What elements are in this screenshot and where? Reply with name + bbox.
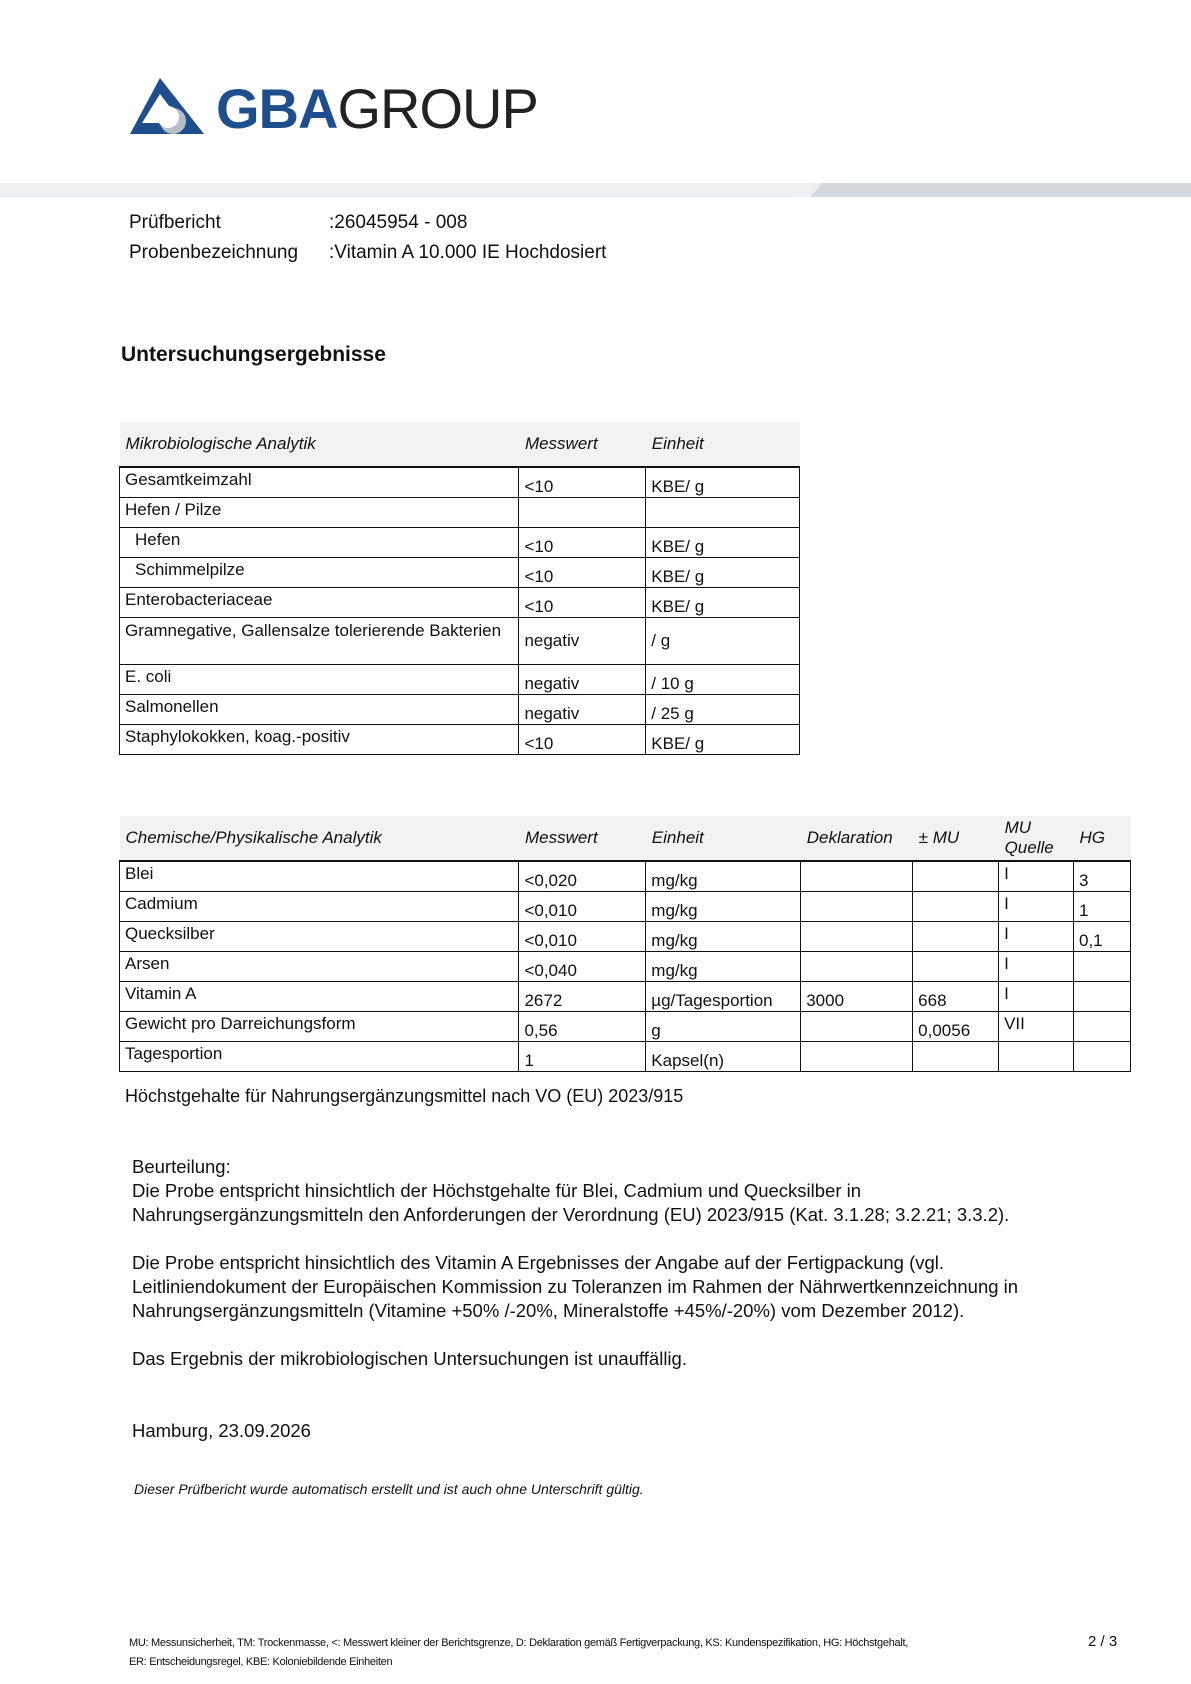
footer-legend-line: ER: Entscheidungsregel, KBE: Koloniebildende Einheiten bbox=[129, 1656, 393, 1668]
micro-header-row bbox=[120, 422, 800, 467]
assessment-paragraph: Die Probe entspricht hinsichtlich der Höchstgehalte für Blei, Cadmium und Quecksilber in Nahrungsergänzungsmitteln den Anforderungen der Verordnung (EU) 2023/915 (Kat. 3.1.28; 3.2.21; 3.3.2). bbox=[132, 1180, 1010, 1225]
table-row bbox=[120, 557, 800, 587]
chem-row-value: <0,010 bbox=[519, 891, 646, 921]
logo-group-text: GROUP bbox=[337, 77, 538, 140]
micro-row-name: Schimmelpilze bbox=[120, 557, 519, 587]
chem-row-declaration bbox=[801, 921, 913, 951]
chem-row-unit: mg/kg bbox=[646, 861, 801, 891]
micro-row-name: Hefen bbox=[120, 527, 519, 557]
chem-row-declaration bbox=[801, 861, 913, 891]
chem-row-name: Tagesportion bbox=[120, 1041, 519, 1071]
micro-row-value: negativ bbox=[519, 664, 646, 694]
chem-row-mu: 0,0056 bbox=[913, 1011, 999, 1041]
section-title: Untersuchungsergebnisse bbox=[121, 343, 386, 366]
chem-row-declaration bbox=[801, 891, 913, 921]
micro-row-unit: KBE/ g bbox=[646, 467, 800, 497]
chem-row-hg bbox=[1074, 951, 1131, 981]
micro-row-unit: KBE/ g bbox=[646, 527, 800, 557]
micro-row-value bbox=[519, 497, 646, 527]
report-number-value: :26045954 - 008 bbox=[329, 212, 468, 233]
chem-header-mu: ± MU bbox=[913, 816, 999, 861]
chem-row-mu-source: I bbox=[999, 951, 1074, 981]
table-row bbox=[120, 861, 1131, 891]
micro-row-value: <10 bbox=[519, 724, 646, 754]
chem-row-value: <0,040 bbox=[519, 951, 646, 981]
micro-row-unit: / g bbox=[646, 617, 800, 664]
chem-row-unit: mg/kg bbox=[646, 951, 801, 981]
chem-results-table bbox=[119, 816, 1131, 1072]
micro-row-unit: KBE/ g bbox=[646, 587, 800, 617]
automatic-report-note: Dieser Prüfbericht wurde automatisch erstellt und ist auch ohne Unterschrift gültig. bbox=[134, 1481, 644, 1497]
chem-row-declaration: 3000 bbox=[801, 981, 913, 1011]
assessment-paragraph: Das Ergebnis der mikrobiologischen Untersuchungen ist unauffällig. bbox=[132, 1348, 687, 1369]
assessment-heading: Beurteilung: bbox=[132, 1156, 231, 1177]
chem-row-unit: Kapsel(n) bbox=[646, 1041, 801, 1071]
micro-row-value: negativ bbox=[519, 617, 646, 664]
logo-gba-text: GBA bbox=[216, 77, 338, 140]
chem-row-mu-source: I bbox=[999, 891, 1074, 921]
chem-row-name: Vitamin A bbox=[120, 981, 519, 1011]
chem-header-mu-source: MU Quelle bbox=[999, 816, 1074, 861]
sample-name-value: :Vitamin A 10.000 IE Hochdosiert bbox=[329, 242, 607, 263]
chem-row-mu-source: I bbox=[999, 921, 1074, 951]
table-row bbox=[120, 921, 1131, 951]
chem-row-name: Gewicht pro Darreichungsform bbox=[120, 1011, 519, 1041]
chem-row-mu-source: VII bbox=[999, 1011, 1074, 1041]
micro-row-unit: / 25 g bbox=[646, 694, 800, 724]
chem-row-unit: mg/kg bbox=[646, 921, 801, 951]
page-number: 2 / 3 bbox=[1088, 1633, 1118, 1650]
chem-row-mu-source: I bbox=[999, 861, 1074, 891]
chem-row-value: <0,020 bbox=[519, 861, 646, 891]
chem-row-name: Arsen bbox=[120, 951, 519, 981]
micro-row-value: <10 bbox=[519, 557, 646, 587]
chem-header-hg: HG bbox=[1074, 816, 1131, 861]
sample-name-row bbox=[129, 238, 606, 268]
logo-mark-icon bbox=[130, 78, 204, 140]
chem-row-hg bbox=[1074, 981, 1131, 1011]
micro-row-unit bbox=[646, 497, 800, 527]
table-row bbox=[120, 951, 1131, 981]
table-row bbox=[120, 1011, 1131, 1041]
report-meta bbox=[129, 208, 606, 268]
table-row bbox=[120, 1041, 1131, 1071]
gba-group-logo bbox=[130, 76, 538, 142]
chem-row-mu bbox=[913, 891, 999, 921]
chem-row-value: <0,010 bbox=[519, 921, 646, 951]
table-row bbox=[120, 587, 800, 617]
chem-header-unit: Einheit bbox=[646, 816, 801, 861]
chem-row-unit: mg/kg bbox=[646, 891, 801, 921]
micro-header-value: Messwert bbox=[519, 422, 646, 467]
micro-results-table bbox=[119, 422, 800, 755]
table-row bbox=[120, 664, 800, 694]
micro-row-value: <10 bbox=[519, 467, 646, 497]
chem-row-value: 0,56 bbox=[519, 1011, 646, 1041]
logo-wordmark bbox=[216, 77, 538, 140]
table-row bbox=[120, 527, 800, 557]
micro-row-name: Gramnegative, Gallensalze tolerierende Bakterien bbox=[120, 617, 519, 664]
chem-row-name: Blei bbox=[120, 861, 519, 891]
chem-row-mu-source bbox=[999, 1041, 1074, 1071]
micro-row-name: Salmonellen bbox=[120, 694, 519, 724]
chem-row-declaration bbox=[801, 1011, 913, 1041]
footer-legend bbox=[129, 1634, 1009, 1672]
table-row bbox=[120, 497, 800, 527]
micro-row-name: Enterobacteriaceae bbox=[120, 587, 519, 617]
chem-row-declaration bbox=[801, 1041, 913, 1071]
table-row bbox=[120, 891, 1131, 921]
max-levels-note: Höchstgehalte für Nahrungsergänzungsmittel nach VO (EU) 2023/915 bbox=[125, 1086, 684, 1106]
micro-row-unit: / 10 g bbox=[646, 664, 800, 694]
report-number-row bbox=[129, 208, 606, 238]
chem-row-mu bbox=[913, 951, 999, 981]
table-row bbox=[120, 617, 800, 664]
chem-header-declaration: Deklaration bbox=[801, 816, 913, 861]
chem-row-hg: 1 bbox=[1074, 891, 1131, 921]
chem-header-value: Messwert bbox=[519, 816, 646, 861]
chem-row-name: Quecksilber bbox=[120, 921, 519, 951]
chem-row-unit: µg/Tagesportion bbox=[646, 981, 801, 1011]
chem-header-row bbox=[120, 816, 1131, 861]
chem-row-hg bbox=[1074, 1011, 1131, 1041]
table-row bbox=[120, 467, 800, 497]
table-row bbox=[120, 981, 1131, 1011]
chem-row-name: Cadmium bbox=[120, 891, 519, 921]
report-number-label: Prüfbericht bbox=[129, 212, 221, 233]
chem-row-value: 2672 bbox=[519, 981, 646, 1011]
micro-row-unit: KBE/ g bbox=[646, 724, 800, 754]
chem-row-hg bbox=[1074, 1041, 1131, 1071]
chem-row-unit: g bbox=[646, 1011, 801, 1041]
chem-row-declaration bbox=[801, 951, 913, 981]
table-row bbox=[120, 694, 800, 724]
chem-row-value: 1 bbox=[519, 1041, 646, 1071]
micro-row-unit: KBE/ g bbox=[646, 557, 800, 587]
footer-legend-line: MU: Messunsicherheit, TM: Trockenmasse, <: Messwert kleiner der Berichtsgrenze, D: Deklaration gemäß Fertigverpackung, KS: Kundenspezifikation, HG: Höchstgehalt, bbox=[129, 1637, 908, 1649]
micro-row-name: E. coli bbox=[120, 664, 519, 694]
micro-header-analysis: Mikrobiologische Analytik bbox=[120, 422, 519, 467]
chem-row-hg: 3 bbox=[1074, 861, 1131, 891]
micro-row-name: Hefen / Pilze bbox=[120, 497, 519, 527]
assessment-block bbox=[132, 1155, 1082, 1395]
chem-header-analysis: Chemische/Physikalische Analytik bbox=[120, 816, 519, 861]
micro-row-value: negativ bbox=[519, 694, 646, 724]
header-stripe-accent bbox=[810, 183, 1191, 197]
chem-row-mu bbox=[913, 1041, 999, 1071]
micro-row-value: <10 bbox=[519, 527, 646, 557]
micro-row-name: Gesamtkeimzahl bbox=[120, 467, 519, 497]
micro-row-value: <10 bbox=[519, 587, 646, 617]
assessment-paragraph: Die Probe entspricht hinsichtlich des Vitamin A Ergebnisses der Angabe auf der Fertigpackung (vgl. Leitliniendokument der Europäischen Kommission zu Toleranzen im Rahmen der Nährwertkennzeichnung in Nahrungsergänzungsmitteln (Vitamine +50% /-20%, Mineralstoffe +45%/-20%) vom Dezember 2012). bbox=[132, 1252, 1019, 1321]
chem-row-mu bbox=[913, 921, 999, 951]
sample-name-label: Probenbezeichnung bbox=[129, 242, 299, 263]
chem-row-mu: 668 bbox=[913, 981, 999, 1011]
table-row bbox=[120, 724, 800, 754]
chem-row-hg: 0,1 bbox=[1074, 921, 1131, 951]
chem-row-mu bbox=[913, 861, 999, 891]
chem-row-mu-source: I bbox=[999, 981, 1074, 1011]
place-date: Hamburg, 23.09.2026 bbox=[132, 1420, 311, 1441]
micro-header-unit: Einheit bbox=[646, 422, 800, 467]
micro-row-name: Staphylokokken, koag.-positiv bbox=[120, 724, 519, 754]
